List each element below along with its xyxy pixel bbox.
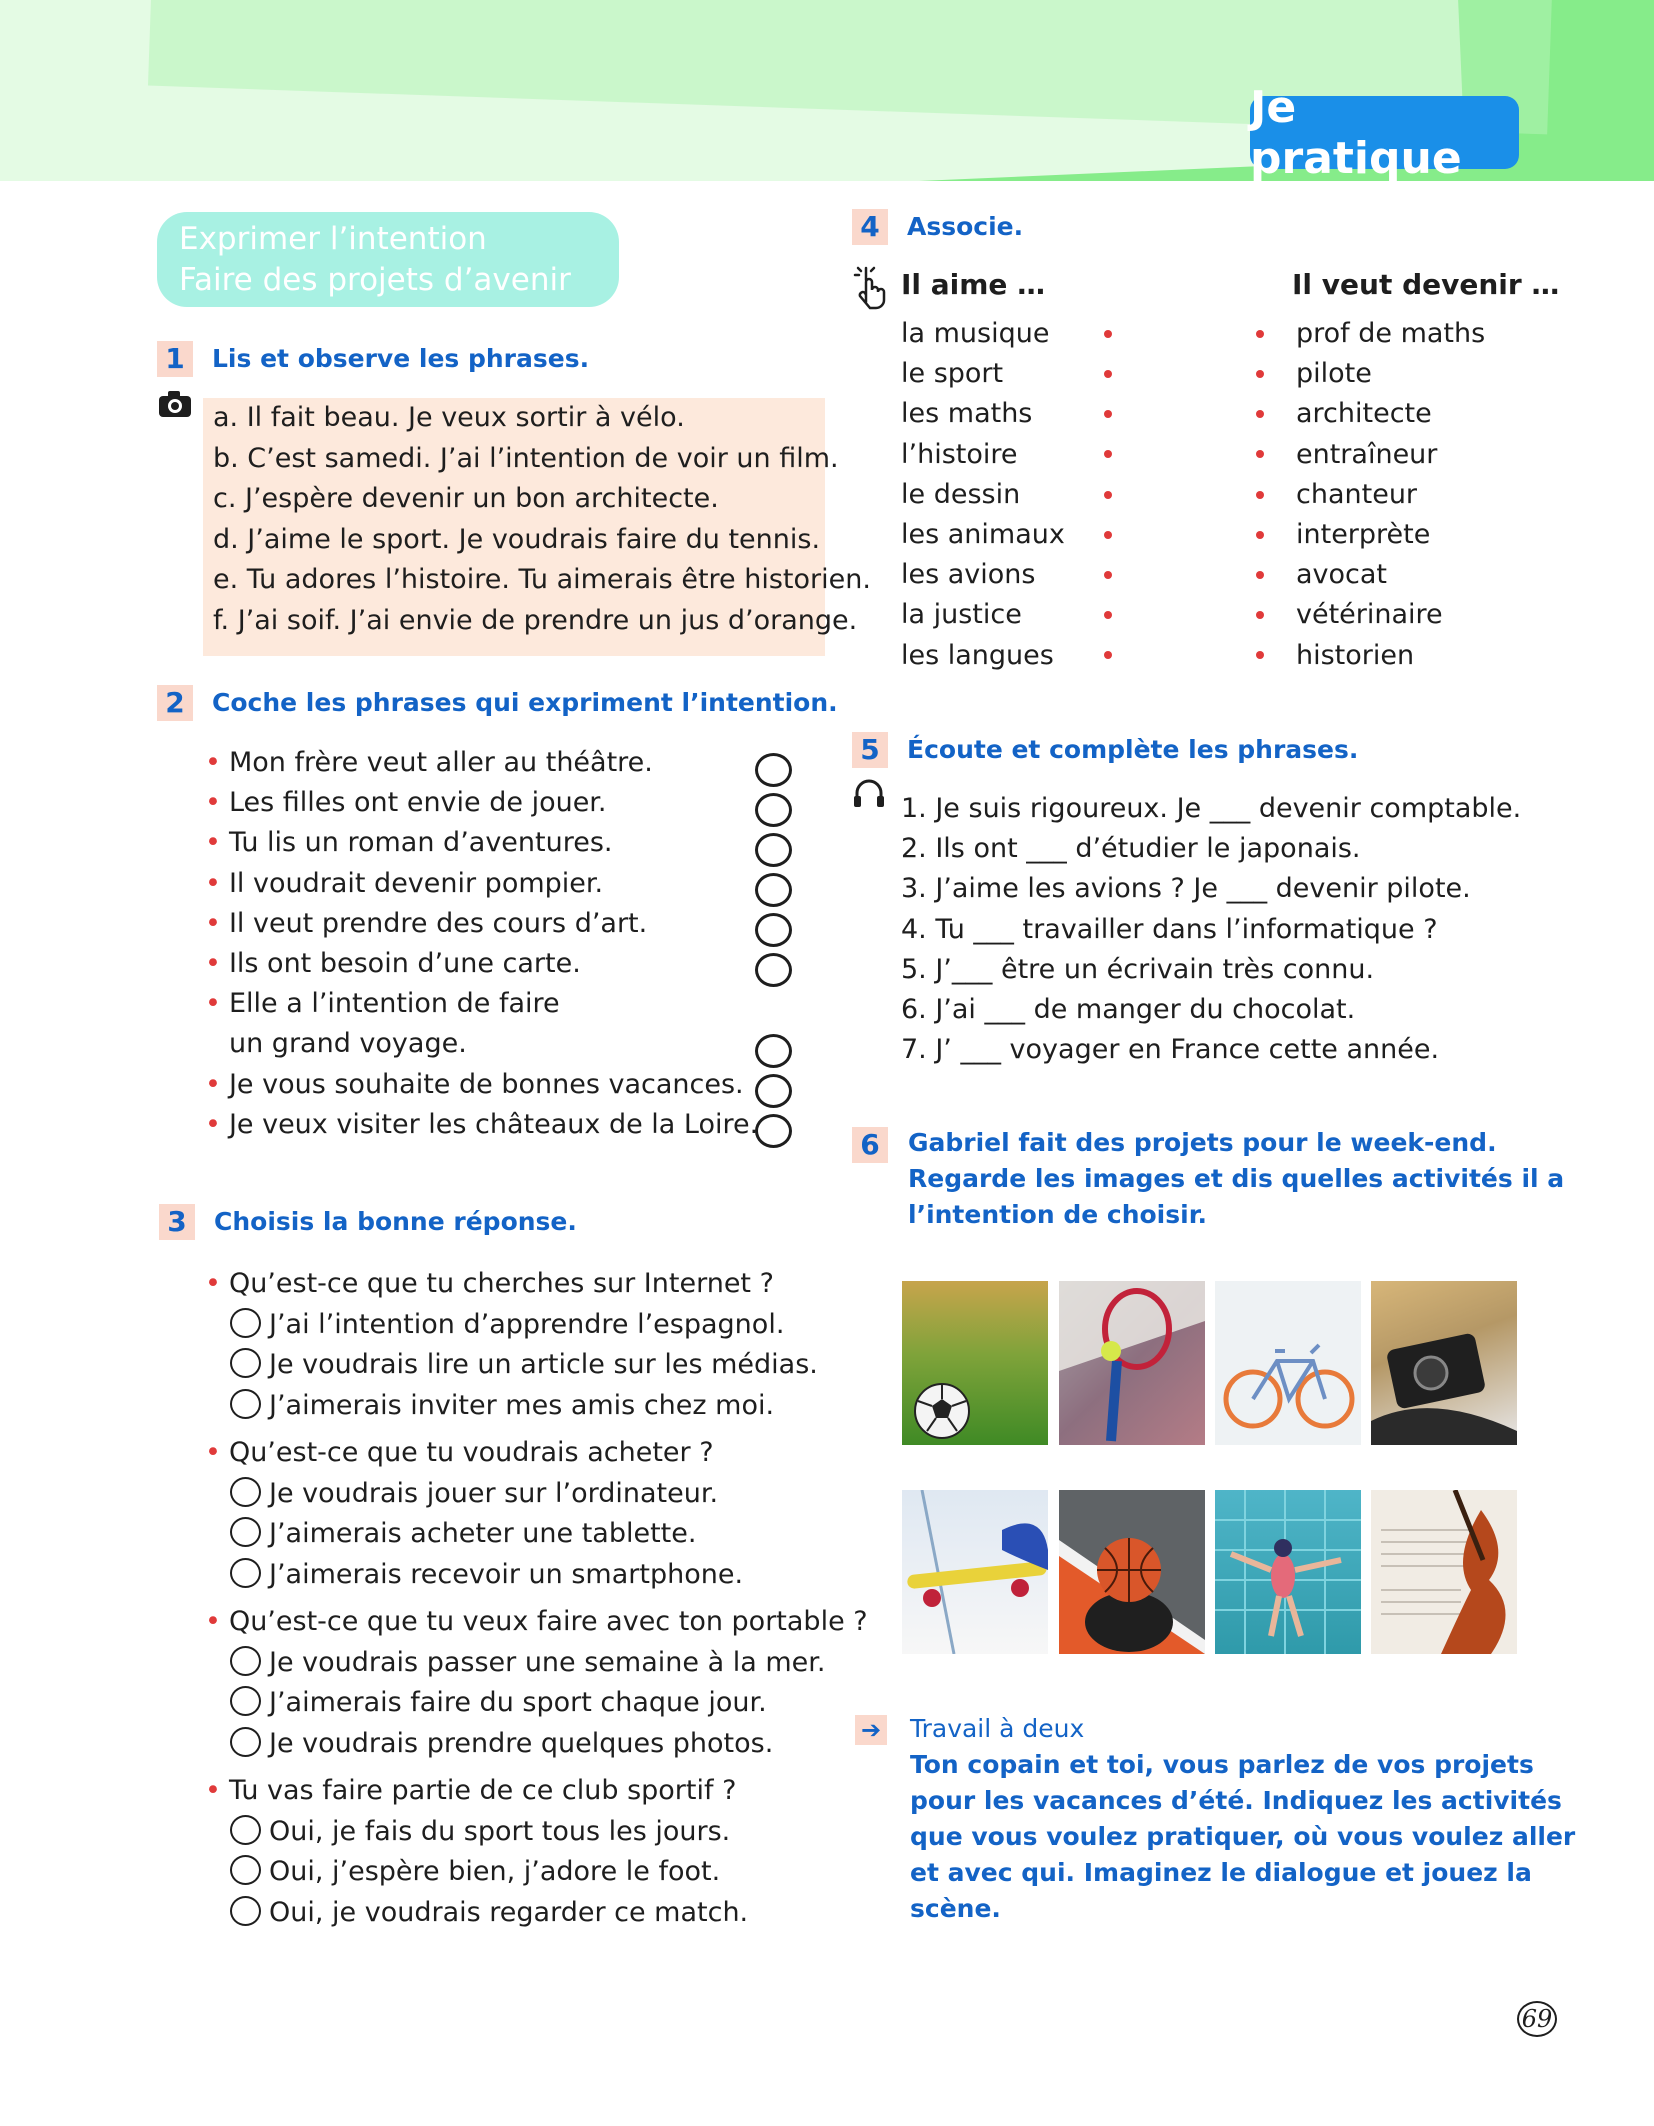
column-header-left: Il aime …: [901, 268, 1046, 301]
exercise-instruction: Coche les phrases qui expriment l’intention.: [212, 688, 838, 717]
headphones-icon: [853, 778, 885, 808]
match-dot[interactable]: [1104, 611, 1112, 619]
sentence: a. Il fait beau. Je veux sortir à vélo.: [213, 402, 685, 433]
sentence: e. Tu adores l’histoire. Tu aimerais être historien.: [213, 564, 871, 595]
matching-left-column: [901, 314, 1065, 676]
tennis-racket-photo: [1059, 1281, 1205, 1445]
match-dot[interactable]: [1256, 611, 1264, 619]
exercise-6-instruction: Gabriel fait des projets pour le week-end. Regarde les images et dis quelles activités il a l’intention de choisir.: [908, 1128, 1565, 1229]
violin-photo: [1371, 1490, 1517, 1654]
page-number: 69: [1517, 2001, 1557, 2037]
radio-circle[interactable]: [230, 1558, 261, 1588]
objective-1: Exprimer l’intention: [179, 221, 487, 257]
radio-circle[interactable]: [230, 1477, 261, 1507]
pair-work-line: Ton copain et toi, vous parlez de vos projets: [910, 1750, 1534, 1779]
match-item: les maths: [901, 398, 1033, 430]
fill-sentence: 3. J’aime les avions ? Je ___ devenir pilote.: [901, 873, 1471, 905]
match-item: vétérinaire: [1296, 599, 1443, 631]
fill-sentence: 2. Ils ont ___ d’étudier le japonais.: [901, 833, 1361, 865]
answer-option[interactable]: J’aimerais acheter une tablette.: [205, 1514, 868, 1555]
match-item: le sport: [901, 358, 1004, 390]
exercise-instruction: Lis et observe les phrases.: [212, 344, 590, 373]
fill-sentence: 1. Je suis rigoureux. Je ___ devenir comptable.: [901, 793, 1522, 824]
match-item: entraîneur: [1296, 438, 1438, 470]
exercise-number: 3: [159, 1204, 195, 1240]
radio-circle[interactable]: [230, 1308, 261, 1338]
exercise-instruction: Écoute et complète les phrases.: [907, 735, 1359, 764]
list-item: un grand voyage.: [229, 1028, 467, 1060]
match-item: l’histoire: [901, 438, 1018, 470]
match-dot[interactable]: [1256, 531, 1264, 539]
match-dot[interactable]: [1256, 330, 1264, 338]
match-dot[interactable]: [1256, 571, 1264, 579]
checkbox-circle[interactable]: [755, 873, 792, 907]
answer-option[interactable]: Je voudrais jouer sur l’ordinateur.: [205, 1474, 868, 1515]
column-header-right: Il veut devenir …: [1292, 268, 1560, 301]
matching-right-column: [1296, 314, 1485, 676]
camera-icon: [157, 389, 193, 419]
fill-sentence: 5. J’___ être un écrivain très connu.: [901, 953, 1375, 985]
checkbox-circle[interactable]: [755, 793, 792, 827]
exercise-instruction: Choisis la bonne réponse.: [214, 1207, 577, 1236]
pair-work-line: pour les vacances d’été. Indiquez les activités: [910, 1786, 1562, 1815]
list-item: • Je vous souhaite de bonnes vacances.: [205, 1068, 744, 1100]
answer-option[interactable]: J’aimerais faire du sport chaque jour.: [205, 1683, 868, 1724]
match-dot[interactable]: [1256, 370, 1264, 378]
radio-circle[interactable]: [230, 1646, 261, 1676]
list-item: • Elle a l’intention de faire: [205, 988, 560, 1020]
match-dot[interactable]: [1104, 571, 1112, 579]
exercise-5-sentences: [901, 789, 1521, 1070]
match-dot[interactable]: [1104, 450, 1112, 458]
answer-option[interactable]: J’aimerais recevoir un smartphone.: [205, 1555, 868, 1596]
exercise-instruction: Associe.: [907, 212, 1024, 241]
list-item: • Il voudrait devenir pompier.: [205, 867, 604, 899]
radio-circle[interactable]: [230, 1686, 261, 1716]
list-item: • Ils ont besoin d’une carte.: [205, 948, 581, 980]
match-item: la justice: [901, 599, 1022, 631]
match-item: historien: [1296, 639, 1415, 671]
match-item: les avions: [901, 559, 1036, 591]
objective-2: Faire des projets d’avenir: [179, 262, 571, 298]
pair-work-title: Travail à deux: [910, 1714, 1085, 1743]
radio-circle[interactable]: [230, 1348, 261, 1378]
exercise-1-sentences: [213, 398, 871, 641]
question: • Qu’est-ce que tu cherches sur Internet ?: [205, 1268, 774, 1299]
camera-photo: [1371, 1281, 1517, 1445]
radio-circle[interactable]: [230, 1727, 261, 1757]
list-item: • Il veut prendre des cours d’art.: [205, 907, 648, 939]
swimmer-photo: [1215, 1490, 1361, 1654]
match-item: avocat: [1296, 559, 1388, 591]
objectives-box: [157, 212, 619, 307]
sentence: d. J’aime le sport. Je voudrais faire du tennis.: [213, 523, 821, 555]
basketball-photo: [1059, 1490, 1205, 1654]
match-dot[interactable]: [1256, 410, 1264, 418]
sentence: f. J’ai soif. J’ai envie de prendre un jus d’orange.: [213, 604, 858, 636]
match-dot[interactable]: [1256, 651, 1264, 659]
checkbox-circle[interactable]: [755, 753, 792, 787]
sentence: c. J’espère devenir un bon architecte.: [213, 483, 719, 514]
match-item: les langues: [901, 639, 1054, 671]
skateboard-photo: [902, 1490, 1048, 1654]
checkbox-circle[interactable]: [755, 953, 792, 987]
answer-option[interactable]: J’ai l’intention d’apprendre l’espagnol.: [205, 1305, 868, 1346]
match-item: pilote: [1296, 358, 1372, 390]
match-dot[interactable]: [1104, 330, 1112, 338]
fill-sentence: 6. J’ai ___ de manger du chocolat.: [901, 994, 1356, 1026]
fill-sentence: 7. J’ ___ voyager en France cette année.: [901, 1034, 1440, 1066]
match-item: chanteur: [1296, 478, 1418, 510]
list-item: • Je veux visiter les châteaux de la Loire.: [205, 1108, 759, 1140]
radio-circle[interactable]: [230, 1517, 261, 1547]
checkbox-circle[interactable]: [755, 833, 792, 867]
match-item: le dessin: [901, 478, 1021, 510]
match-dot[interactable]: [1104, 370, 1112, 378]
answer-option[interactable]: Oui, j’espère bien, j’adore le foot.: [205, 1852, 868, 1893]
answer-option[interactable]: Oui, je voudrais regarder ce match.: [205, 1893, 868, 1934]
exercise-number: 1: [157, 341, 193, 377]
checkbox-circle[interactable]: [755, 1074, 792, 1108]
list-item: • Mon frère veut aller au théâtre.: [205, 747, 653, 778]
radio-circle[interactable]: [230, 1389, 261, 1419]
list-item: • Les filles ont envie de jouer.: [205, 787, 607, 819]
pair-work-line: et avec qui. Imaginez le dialogue et jouez la: [910, 1858, 1532, 1887]
exercise-3-questions: [205, 1264, 868, 1933]
exercise-number: 5: [852, 732, 888, 768]
radio-circle[interactable]: [230, 1815, 261, 1845]
exercise-number: 6: [852, 1127, 888, 1163]
answer-option[interactable]: Oui, je fais du sport tous les jours.: [205, 1812, 868, 1853]
question: • Qu’est-ce que tu voudrais acheter ?: [205, 1437, 714, 1468]
answer-option[interactable]: Je voudrais prendre quelques photos.: [205, 1724, 868, 1765]
bicycle-photo: [1215, 1281, 1361, 1445]
answer-option[interactable]: Je voudrais passer une semaine à la mer.: [205, 1643, 868, 1684]
arrow-icon: ➔: [855, 1715, 887, 1745]
checkbox-circle[interactable]: [755, 1114, 792, 1148]
answer-option[interactable]: J’aimerais inviter mes amis chez moi.: [205, 1386, 868, 1427]
pair-work-block: [910, 1711, 1575, 1927]
match-item: la musique: [901, 318, 1050, 349]
exercise-number: 2: [157, 685, 193, 721]
page-title: Je pratique: [1250, 96, 1519, 169]
pair-work-line: que vous voulez pratiquer, où vous voulez aller: [910, 1822, 1576, 1851]
match-item: architecte: [1296, 398, 1432, 430]
question: • Qu’est-ce que tu veux faire avec ton portable ?: [205, 1606, 868, 1637]
exercise-number: 4: [852, 209, 888, 245]
match-item: les animaux: [901, 519, 1065, 551]
checkbox-circle[interactable]: [755, 1034, 792, 1068]
match-dot[interactable]: [1256, 450, 1264, 458]
checkbox-circle[interactable]: [755, 913, 792, 947]
touch-hand-icon: [850, 262, 890, 310]
match-dot[interactable]: [1104, 531, 1112, 539]
radio-circle[interactable]: [230, 1896, 261, 1926]
list-item: • Tu lis un roman d’aventures.: [205, 827, 613, 859]
soccer-ball-photo: [902, 1281, 1048, 1445]
match-dot[interactable]: [1104, 410, 1112, 418]
question: • Tu vas faire partie de ce club sportif ?: [205, 1775, 737, 1806]
match-item: interprète: [1296, 519, 1431, 551]
exercise-2-list: [205, 743, 758, 1145]
radio-circle[interactable]: [230, 1855, 261, 1885]
match-item: prof de maths: [1296, 318, 1486, 349]
match-dot[interactable]: [1256, 491, 1264, 499]
match-dot[interactable]: [1104, 651, 1112, 659]
match-dot[interactable]: [1104, 491, 1112, 499]
pair-work-line: scène.: [910, 1894, 1001, 1923]
sentence: b. C’est samedi. J’ai l’intention de voir un film.: [213, 442, 839, 474]
answer-option[interactable]: Je voudrais lire un article sur les médias.: [205, 1345, 868, 1386]
fill-sentence: 4. Tu ___ travailler dans l’informatique ?: [901, 913, 1438, 945]
